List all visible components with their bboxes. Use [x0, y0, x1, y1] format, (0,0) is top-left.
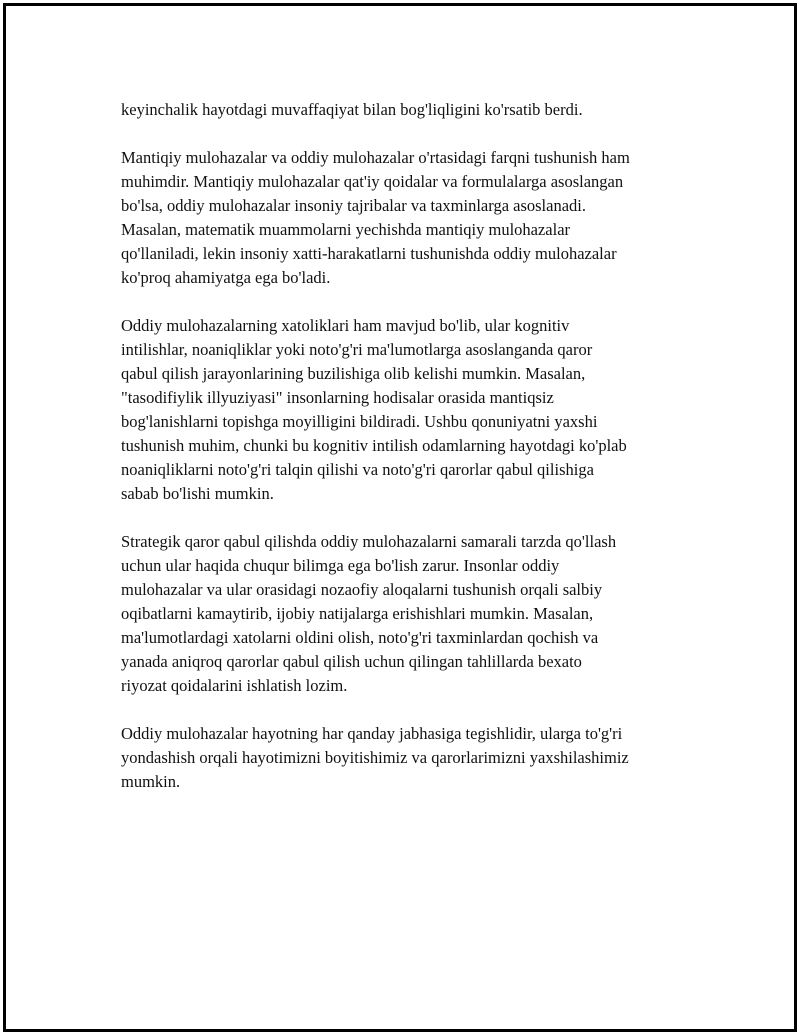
- paragraph-4: Strategik qaror qabul qilishda oddiy mulohazalarni samarali tarzda qo'llash uchun ular haqida chuqur bilimga ega bo'lish zarur. Insonlar oddiy mulohazalar va ular orasidagi nozaofiy aloqalarni tushunish orqali salbiy oqibatlarni kamaytirib, ijobiy natijalarga erishishlari mumkin. Masalan, ma'lumotlardagi xatolarni oldini olish, noto'g'ri taxminlardan qochish va yanada aniqroq qarorlar qabul qilish uchun qilingan tahlillarda bexato riyozat qoidalarini ishlatish lozim.: [121, 532, 617, 695]
- page-frame: [3, 3, 797, 1032]
- paragraph-1: keyinchalik hayotdagi muvaffaqiyat bilan bog'liqligini ko'rsatib berdi.: [121, 100, 583, 119]
- document-body: [121, 98, 696, 818]
- paragraph-3: Oddiy mulohazalarning xatoliklari ham mavjud bo'lib, ular kognitiv intilishlar, noaniqliklar yoki noto'g'ri ma'lumotlarga asoslanganda qaror qabul qilish jarayonlarining buzilishiga olib kelishi mumkin. Masalan, "tasodifiylik illyuziyasi" insonlarning hodisalar orasida mantiqsiz bog'lanishlarni topishga moyilligini bildiradi. Ushbu qonuniyatni yaxshi tushunish muhim, chunki bu kognitiv intilish odamlarning hayotdagi ko'plab noaniqliklarni noto'g'ri talqin qilishi va noto'g'ri qarorlar qabul qilishiga sabab bo'lishi mumkin.: [121, 316, 627, 503]
- paragraph-2: Mantiqiy mulohazalar va oddiy mulohazalar o'rtasidagi farqni tushunish ham muhimdir. Mantiqiy mulohazalar qat'iy qoidalar va formulalarga asoslangan bo'lsa, oddiy mulohazalar insoniy tajribalar va taxminlarga asoslanadi. Masalan, matematik muammolarni yechishda mantiqiy mulohazalar qo'llaniladi, lekin insoniy xatti-harakatlarni tushunishda oddiy mulohazalar ko'proq ahamiyatga ega bo'ladi.: [121, 148, 630, 287]
- paragraph-5: Oddiy mulohazalar hayotning har qanday jabhasiga tegishlidir, ularga to'g'ri yondashish orqali hayotimizni boyitishimiz va qarorlarimizni yaxshilashimiz mumkin.: [121, 724, 629, 791]
